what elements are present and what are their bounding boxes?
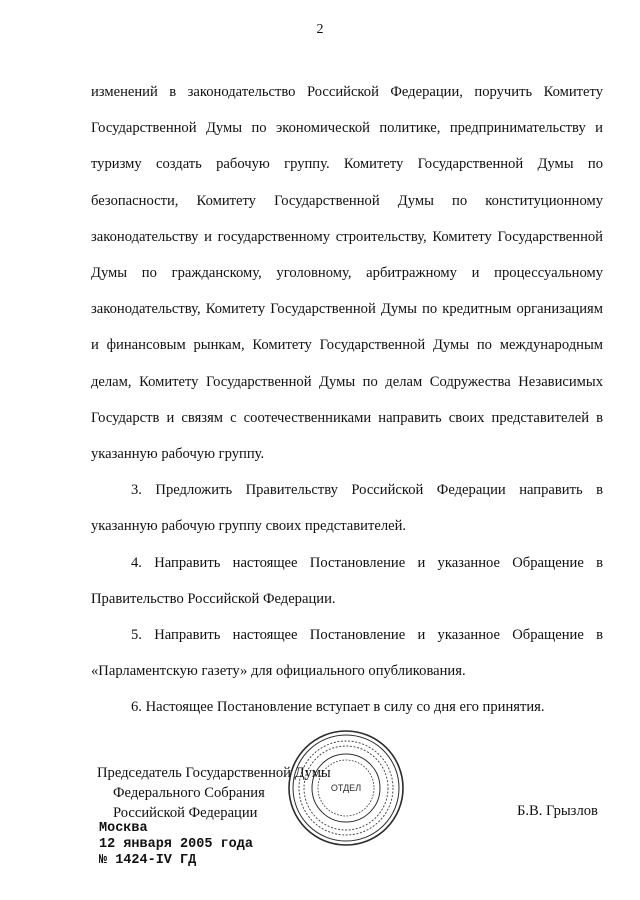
paragraph-continuation: изменений в законодательство Российской Федерации, поручить Комитету Государственной Думы по экономической политике, предпринимательству и туризму создать рабочую группу. Комитету Государственной Думы по безопасности, Комитету Государственной Думы по конституционному законодательству и государственному строительству, Комитету Государственной Думы по гражданскому, уголовному, арбитражному и процессуальному законодательству, Комитету Государственной Думы по кредитным организациям и финансовым рынкам, Комитету Государственной Думы по международным делам, Комитету Государственной Думы по делам Содружества Независимых Государств и связям с соотечественниками направить своих представителей в указанную рабочую группу. [91, 84, 603, 463]
place-of-signing: Москва [99, 821, 148, 836]
paragraph-item-3: 3. Предложить Правительству Российской Федерации направить в указанную рабочую группу своих представителей. [91, 482, 603, 535]
page-number: 2 [316, 22, 324, 37]
signing-date: 12 января 2005 года [99, 837, 253, 852]
signature-block [97, 763, 331, 823]
document-number: № 1424-IV ГД [99, 853, 197, 868]
paragraph-item-5: 5. Направить настоящее Постановление и указанное Обращение в «Парламентскую газету» для официального опубликования. [91, 627, 603, 680]
document-body [91, 74, 603, 726]
document-meta [99, 821, 253, 869]
signature-title-line-1: Председатель Государственной Думы [97, 765, 331, 781]
stamp-center-text: ОТДЕЛ [330, 783, 362, 793]
paragraph-item-6: 6. Настоящее Постановление вступает в силу со дня его принятия. [131, 699, 545, 716]
signature-title-line-2: Федерального Собрания [113, 785, 265, 801]
signature-title-line-3: Российской Федерации [113, 805, 258, 821]
paragraph-item-4: 4. Направить настоящее Постановление и указанное Обращение в Правительство Российской Федерации. [91, 554, 603, 607]
signer-name: Б.В. Грызлов [517, 803, 598, 819]
